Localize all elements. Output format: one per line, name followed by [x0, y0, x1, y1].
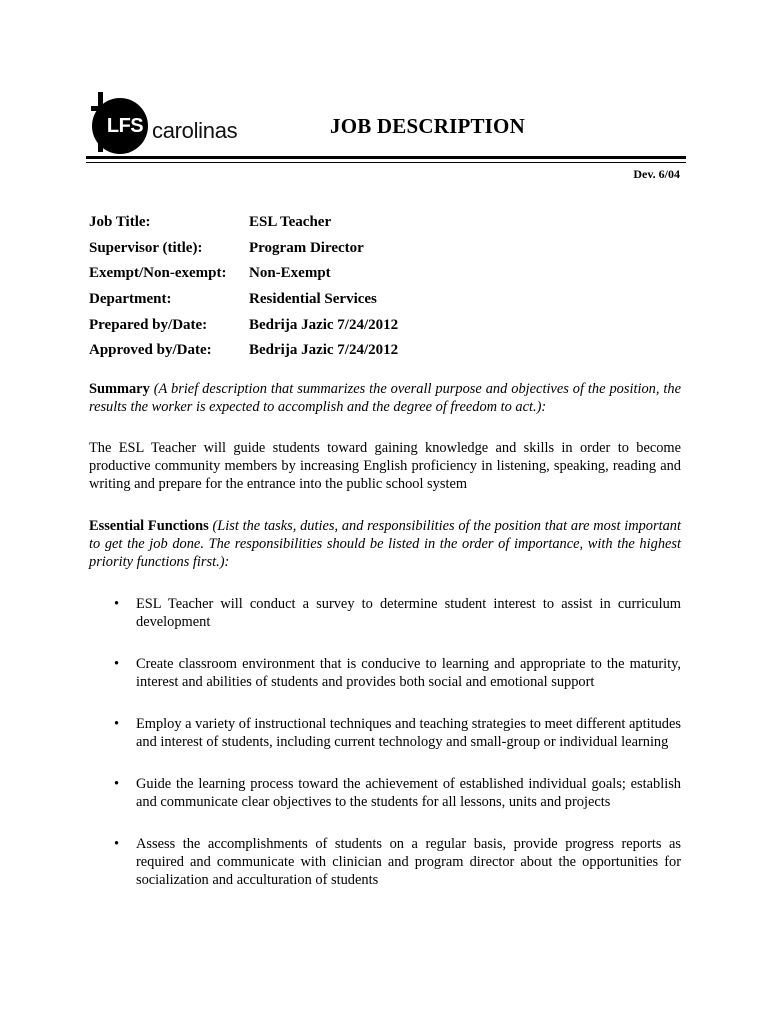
header-rule: [86, 156, 686, 159]
info-value: ESL Teacher: [249, 214, 332, 231]
cross-icon: [98, 92, 103, 152]
essential-functions-heading: Essential Functions: [89, 518, 209, 534]
info-label: Approved by/Date:: [89, 342, 212, 359]
info-value: Bedrija Jazic 7/24/2012: [249, 316, 399, 333]
list-item: • Assess the accomplishments of students on a regular basis, provide progress reports as required and communicate with clinician and program director about the opportunities for socialization and acculturation of students: [114, 836, 681, 888]
list-item: • Employ a variety of instructional techniques and teaching strategies to meet different aptitudes and interest of students, including current technology and small-group or individual learning: [114, 716, 681, 750]
info-row-job-title: [89, 210, 398, 236]
list-item: • ESL Teacher will conduct a survey to determine student interest to assist in curriculum development: [114, 596, 681, 630]
revision-label: Dev. 6/04: [633, 167, 680, 181]
bullet-icon: •: [114, 656, 120, 672]
info-label: Job Title:: [89, 214, 151, 231]
essential-functions-instruction: (List the tasks, duties, and responsibilities of the position that are most important to get the job done. The responsibilities should be listed in the order of importance, with the highest priority functions first.):: [89, 518, 681, 570]
summary-instruction: (A brief description that summarizes the overall purpose and objectives of the position, the results the worker is expected to accomplish and the degree of freedom to act.):: [89, 381, 681, 415]
info-row-approved: [89, 338, 398, 364]
job-info-table: [89, 210, 398, 364]
essential-functions-heading-block: [89, 517, 681, 571]
summary-heading: Summary: [89, 381, 150, 397]
info-value: Bedrija Jazic 7/24/2012: [249, 342, 399, 359]
info-row-department: [89, 287, 398, 313]
summary-heading-block: [89, 380, 681, 416]
info-label: Department:: [89, 291, 172, 308]
list-item: • Create classroom environment that is conducive to learning and appropriate to the maturity, interest and abilities of students and provides both social and emotional support: [114, 656, 681, 690]
info-value: Program Director: [249, 239, 364, 256]
lfs-carolinas-logo: [86, 92, 246, 162]
info-row-exempt: [89, 261, 398, 287]
logo-circle: LFS: [92, 98, 148, 154]
header-rule-thin: [86, 162, 686, 163]
info-label: Exempt/Non-exempt:: [89, 265, 227, 282]
info-label: Supervisor (title):: [89, 239, 203, 256]
info-value: Non-Exempt: [249, 265, 331, 282]
bullet-icon: •: [114, 596, 120, 612]
info-row-prepared: [89, 312, 398, 338]
bullet-icon: •: [114, 716, 120, 732]
bullet-icon: •: [114, 836, 120, 852]
info-value: Residential Services: [249, 291, 377, 308]
page-title: JOB DESCRIPTION: [330, 114, 525, 138]
info-row-supervisor: [89, 236, 398, 262]
summary-text: The ESL Teacher will guide students toward gaining knowledge and skills in order to become productive community members by increasing English proficiency in listening, speaking, reading and writing and prepare for the entrance into the public school system: [89, 440, 681, 492]
list-item: • Guide the learning process toward the achievement of established individual goals; establish and communicate clear objectives to the students for all lessons, units and projects: [114, 776, 681, 810]
logo-wordmark: carolinas: [152, 118, 238, 143]
bullet-icon: •: [114, 776, 120, 792]
essential-functions-list: [89, 595, 681, 889]
info-label: Prepared by/Date:: [89, 316, 208, 333]
